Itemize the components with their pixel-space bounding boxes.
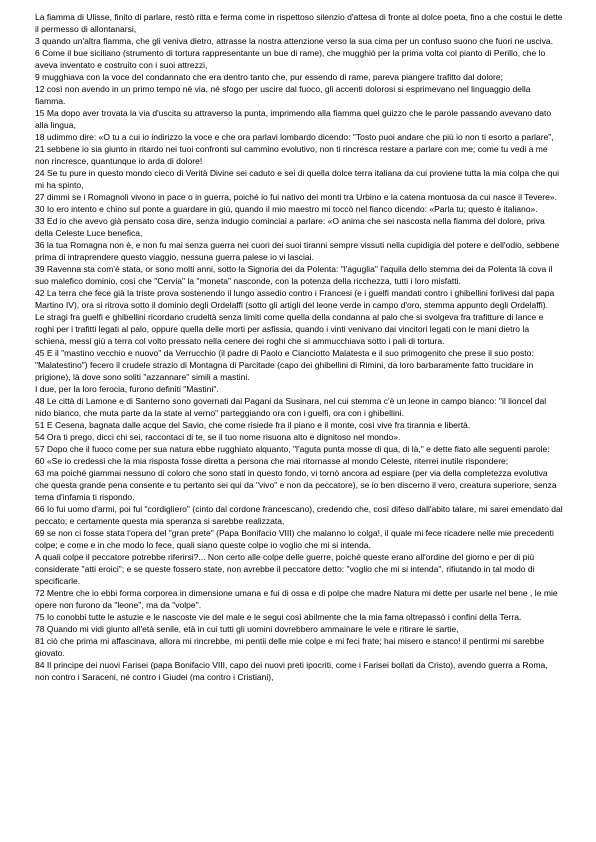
paragraph: 51 E Cesena, bagnata dalle acque del Savio, che come risiede fra il piano e il monte, così vive fra tirannia e libertà.	[35, 420, 471, 430]
paragraph: Le stragi fra guelfi e ghibellini ricordano crudeltà senza limiti come quella della condanna al palo che si svolgeva fra trafitture di lance e roghi per i trafitti legati al palo, oppure quella delle morti per asfissia, quando i vinti venivano dai vincitori legati con le mani dietro la schiena, messi giù a terra col volto pressato nella cenere dei roghi che si ammucchiava sotto i pali di tortura.	[35, 312, 544, 346]
paragraph: 72 Mentre che io ebbi forma corporea in dimensione umana e fui di ossa e di polpe che madre Natura mi dette per usarle nel bene , le mie opere non furono da "leone", ma da "volpe".	[35, 588, 558, 610]
document-page	[35, 11, 563, 683]
paragraph: 9 mugghiava con la voce del condannato che era dentro tanto che, pur essendo di rame, pareva piangere trafitto dal dolore;	[35, 72, 504, 82]
paragraph: 3 quando un'altra fiamma, che gli veniva dietro, attrasse la nostra attenzione verso la sua cima per un confuso suono che fuori ne usciva.	[35, 36, 554, 46]
paragraph: 12 così non avendo in un primo tempo né via, né sfogo per uscire dal fuoco, gli accenti dolorosi si esprimevano nel linguaggio della fiamma.	[35, 84, 531, 106]
paragraph: 63 ma poiché giammai nessuno di coloro che sono stati in questo fondo, vi tornò ancora ad espiare (per via della completezza evolutiva che questa grande pena consente e tu pertanto sei qui da "vivo" e non da peccatore), se io ben discerno il vero, creatura superiore, senza tema d'infamia ti rispondo.	[35, 468, 557, 502]
paragraph: 54 Ora ti prego, dicci chi sei, raccontaci di te, se il tuo nome risuona alto e dignitoso nel mondo».	[35, 432, 401, 442]
paragraph: 78 Quando mi vidi giunto all'età senile, età in cui tutti gli uomini dovrebbero ammainare le vele e ritirare le sartie,	[35, 624, 459, 634]
paragraph: 30 Io ero intento e chino sul ponte a guardare in giù, quando il mio maestro mi toccò nel fianco dicendo: «Parla tu; questo è italiano».	[35, 204, 538, 214]
paragraph: 42 La terra che fece già la triste prova sostenendo il lungo assedio contro i Francesi (e i guelfi mandati contro i ghibellini forlivesi dal papa Martino IV), ora si ritrova sotto il dominio degli Ordelaffi (sotto gli artigli del leone verde in campo d'oro, stemma appunto degli Ordelaffi).	[35, 288, 555, 310]
paragraph: 48 Le città di Lamone e di Santerno sono governati dai Pagani da Susinara, nel cui stemma c'è un leone in campo bianco: "il lioncel dal nido bianco, che muta parte da la state al verno" parteggiando ora con i guelfi, ora con i ghibellini.	[35, 396, 547, 418]
paragraph: La fiamma di Ulisse, finito di parlare, restò ritta e ferma come in rispettoso silenzio d'attesa di fronte al dolce poeta, fino a che costui le dette il permesso di allontanarsi,	[35, 12, 563, 34]
paragraph: 36 la tua Romagna non è, e non fu mai senza guerra nei cuori dei suoi tiranni sempre vissuti nella cupidigia del potere e dell'odio, sebbene prima di intraprendere questo viaggio, nessuna guerra palese io vi lasciai.	[35, 240, 560, 262]
paragraph: 27 dimmi se i Romagnoli vivono in pace o in guerra, poiché io fui nativo dei monti tra Urbino e la catena montuosa da cui nasce il Tevere».	[35, 192, 557, 202]
paragraph: 60 «Se io credessi che la mia risposta fosse diretta a persona che mai ritornasse al mondo Celeste, riterrei inutile rispondere;	[35, 456, 509, 466]
paragraph: I due, per la loro ferocia, furono definiti "Mastini".	[35, 384, 219, 394]
paragraph: 81 ciò che prima mi affascinava, allora mi rincrebbe, mi pentii delle mie colpe e mi feci frate; hai misero e stanco! il pentirmi mi sarebbe giovato.	[35, 636, 545, 658]
paragraph: 6 Come il bue siciliano (strumento di tortura rappresentante un bue di rame), che mugghiò per la prima volta col pianto di Perillo, che lo aveva inventato e costruito con i suoi attrezzi,	[35, 48, 546, 70]
paragraph: 33 Ed io che avevo già pensato cosa dire, senza indugio cominciai a parlare: «O anima che sei nascosta nella fiamma del dolore, priva della Celeste Luce benefica,	[35, 216, 545, 238]
paragraph: 18 udimmo dire: «O tu a cui io indirizzo la voce e che ora parlavi lombardo dicendo: "Tosto puoi andare che più io non ti esorto a parlare",	[35, 132, 554, 142]
paragraph: 75 Io conobbi tutte le astuzie e le nascoste vie del male e le segui così abilmente che la mia fama oltrepassò i confini della Terra.	[35, 612, 522, 622]
paragraph: 66 Io fui uomo d'armi, poi fui "cordigliero" (cinto dal cordone francescano), credendo che, così difeso dall'abito talare, mi sarei emendato dal peccato; e certamente questa mia speranza si sarebbe realizzata,	[35, 504, 563, 526]
paragraph: 24 Se tu pure in questo mondo cieco di Verità Divine sei caduto e sei di quella dolce terra italiana da cui proviene tutta la mia colpa che qui mi ha spinto,	[35, 168, 560, 190]
paragraph: A quali colpe il peccatore potrebbe riferirsi?... Non certo alle colpe delle guerre, poiché queste erano all'ordine del giorno e per di più considerate "atti eroici"; e se queste fossero state, non avrebbe il peccatore detto: "voglio che mi si intenda", rifiutando in tal modo di specificarle.	[35, 552, 535, 586]
paragraph: 45 E il "mastino vecchio e nuovo" da Verrucchio (il padre di Paolo e Cianciotto Malatesta e il suo primogenito che prese il suo posto: "Malatestino") fecero il crudele strazio di Montagna di Parcitade (capo dei ghibellini di Rimini, da loro barbaramente fatto trucidare in prigione), là dove sono soliti "azzannare" simili a mastini.	[35, 348, 534, 382]
paragraph: 57 Dopo che il fuoco come per sua natura ebbe rugghiato alquanto, "l'aguta punta mosse di qua, di là," e dette fiato alle seguenti parole:	[35, 444, 550, 454]
paragraph: 39 Ravenna sta com'è stata, or sono molti anni, sotto la Signoria dei da Polenta: "l'aguglia" l'aquila dello stemma dei da Polenta là cova il suo malefico dominio, così che "Cervia" la "moneta" nasconde, con la potenza della ricchezza, tutti i loro misfatti.	[35, 264, 553, 286]
paragraph: 21 sebbene io sia giunto in ritardo nei tuoi confronti sul cammino evolutivo, non ti rincresca restare a parlare con me; come tu vedi a me non rincresce, quantunque io arda di dolore!	[35, 144, 548, 166]
paragraph: 15 Ma dopo aver trovata la via d'uscita su attraverso la punta, imprimendo alla fiamma quel guizzo che le parole passando avevano dato alla lingua,	[35, 108, 552, 130]
paragraph: 84 Il principe dei nuovi Farisei (papa Bonifacio VIII, capo dei nuovi preti ipocriti, come i Farisei bollati da Cristo), avendo guerra a Roma, non contro i Saraceni, né contro i Giudei (ma contro i Cristiani),	[35, 660, 548, 682]
paragraph: 69 se non ci fosse stata l'opera del "gran prete" (Papa Bonifacio VIII) che malanno lo colga!, il quale mi fece ricadere nelle mie precedenti colpe; e come e in che modo lo fece, quali siano queste colpe io voglio che mi si intenda.	[35, 528, 554, 550]
